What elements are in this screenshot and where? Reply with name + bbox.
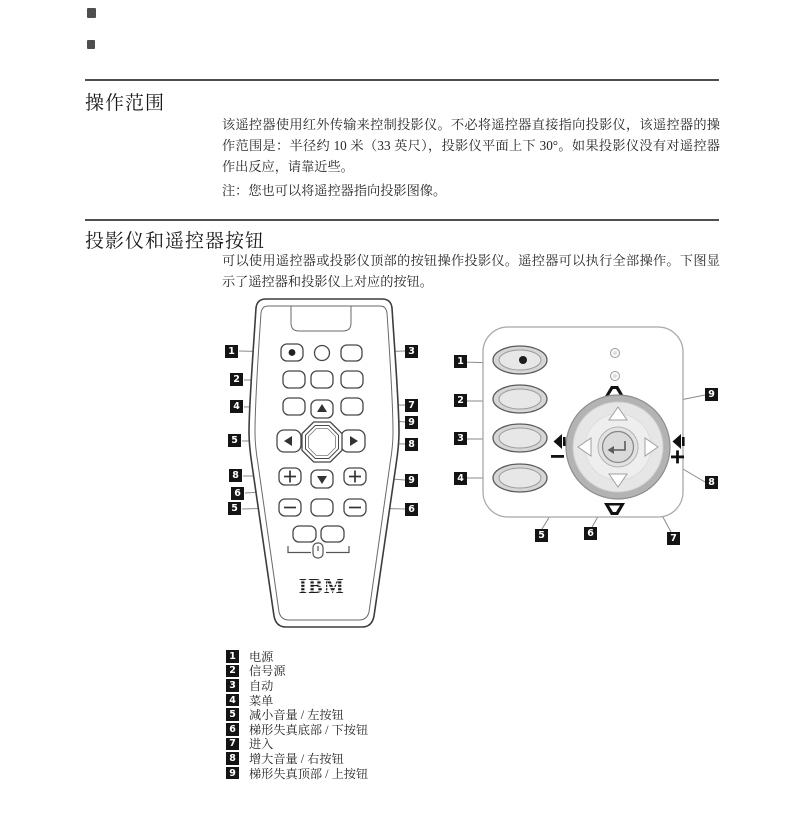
callout-proj-enter: 7	[667, 532, 680, 545]
callout-proj-power: 1	[454, 355, 467, 368]
legend-list	[226, 650, 368, 781]
callout-down-button: 6	[231, 487, 244, 500]
button	[311, 499, 333, 516]
section-title-operating-range: 操作范围	[85, 93, 166, 114]
legend-num-badge: 6	[226, 723, 239, 736]
legend-label: 进入	[249, 737, 274, 752]
legend-label: 菜单	[249, 693, 274, 708]
callout-power: 1	[225, 345, 238, 358]
section-rule	[85, 219, 719, 221]
scan-artifact	[87, 40, 95, 49]
mouse-left-button	[293, 526, 316, 542]
legend-item	[226, 767, 368, 780]
callout-keystone-bottom: 6	[405, 503, 418, 516]
callout-volume-down: 5	[228, 502, 241, 515]
navigation-dial	[566, 395, 670, 499]
button	[311, 371, 333, 388]
callout-proj-menu: 4	[454, 472, 467, 485]
legend-item	[226, 738, 368, 751]
auto-button	[341, 345, 362, 361]
legend-item	[226, 752, 368, 765]
operating-range-body: 该遥控器使用红外传输来控制投影仪。不必将遥控器直接指向投影仪，该遥控器的操作范围是：半径约 10 米（33 英尺），投影仪平面上下 30°。如果投影仪没有对遥控器作出反应，请靠近些。	[222, 117, 720, 174]
projector-panel-diagram	[438, 318, 730, 560]
ibm-logo: IBM	[298, 574, 346, 598]
mouse-right-button	[321, 526, 344, 542]
legend-num-badge: 4	[226, 694, 239, 707]
source-button	[493, 385, 547, 413]
volume-minus-icon	[551, 455, 564, 458]
menu-button	[283, 398, 305, 415]
auto-button	[493, 424, 547, 452]
section-title-buttons: 投影仪和遥控器按钮	[85, 231, 266, 252]
power-button	[493, 346, 547, 374]
legend-label: 减小音量 / 左按钮	[249, 708, 344, 723]
callout-menu: 4	[230, 400, 243, 413]
legend-num-badge: 3	[226, 679, 239, 692]
legend-num-badge: 1	[226, 650, 239, 663]
buttons-body: 可以使用遥控器或投影仪顶部的按钮操作投影仪。遥控器可以执行全部操作。下图显示了遥控器和投影仪上对应的按钮。	[222, 253, 720, 289]
source-button	[283, 371, 305, 388]
legend-label: 梯形失真底部 / 下按钮	[249, 722, 369, 737]
led-indicator	[315, 346, 330, 361]
menu-button	[493, 464, 547, 492]
operating-range-note: 注：您也可以将遥控器指向投影图像。	[222, 183, 447, 198]
octagon-button	[302, 422, 342, 462]
legend-item	[226, 679, 368, 692]
legend-num-badge: 5	[226, 708, 239, 721]
callout-left-button: 5	[228, 434, 241, 447]
legend-label: 自动	[249, 678, 274, 693]
callout-proj-source: 2	[454, 394, 467, 407]
legend-label: 信号源	[249, 664, 286, 679]
callout-proj-down: 6	[584, 527, 597, 540]
legend-item	[226, 708, 368, 721]
legend-num-badge: 8	[226, 752, 239, 765]
legend-item	[226, 650, 368, 663]
legend-num-badge: 7	[226, 738, 239, 751]
scan-artifact	[87, 8, 96, 18]
callout-proj-right: 8	[705, 476, 718, 489]
legend-label: 梯形失真顶部 / 上按钮	[249, 766, 369, 781]
legend-item	[226, 665, 368, 678]
callout-enter: 7	[405, 399, 418, 412]
power-dot-icon	[289, 349, 296, 356]
callout-keystone-top: 9	[405, 474, 418, 487]
remote-control-diagram	[218, 291, 422, 640]
power-dot-icon	[519, 356, 527, 364]
enter-button	[341, 398, 363, 415]
callout-proj-up: 9	[705, 388, 718, 401]
legend-label: 电源	[249, 649, 274, 664]
callout-proj-auto: 3	[454, 432, 467, 445]
callout-auto: 3	[405, 345, 418, 358]
button	[341, 371, 363, 388]
remote-buttons	[277, 344, 366, 542]
callout-volume-up: 8	[229, 469, 242, 482]
section-rule	[85, 79, 719, 81]
legend-num-badge: 2	[226, 665, 239, 678]
legend-num-badge: 9	[226, 767, 239, 780]
legend-item	[226, 694, 368, 707]
callout-source: 2	[230, 373, 243, 386]
callout-proj-left: 5	[535, 529, 548, 542]
legend-label: 增大音量 / 右按钮	[249, 751, 344, 766]
callout-right-button: 8	[405, 438, 418, 451]
legend-item	[226, 723, 368, 736]
callout-up-button: 9	[405, 416, 418, 429]
